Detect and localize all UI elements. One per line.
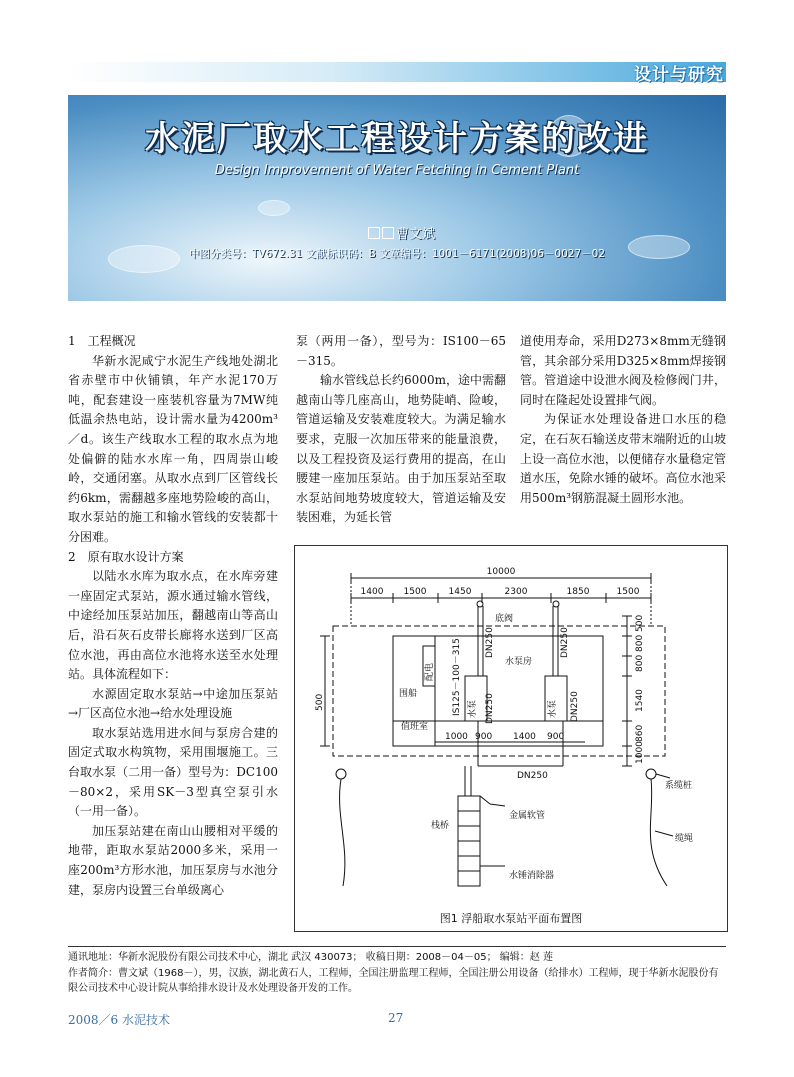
label-pump-b: 水泵 xyxy=(548,699,558,718)
label-dn250-c: DN250 xyxy=(485,693,495,724)
column-3 xyxy=(520,332,726,508)
label-dn250-a: DN250 xyxy=(485,627,495,658)
dim-right-2: 800 xyxy=(635,634,645,652)
dim-total: 10000 xyxy=(486,567,516,577)
dim-top-3: 1450 xyxy=(448,587,472,597)
section-tag: 设计与研究 xyxy=(634,65,724,85)
dim-left: 500 xyxy=(315,693,325,711)
article-title: 水泥厂取水工程设计方案的改进 xyxy=(145,119,649,159)
label-valve: 底阀 xyxy=(495,614,514,624)
paragraph: 取水泵站选用进水间与泵房合建的固定式取水构筑物，采用围堰施工。三台取水泵（二用一备）型号为：DC100－80×2，采用SK－3型真空泵引水（一用一备）。 xyxy=(68,725,278,819)
label-pump-room: 水泵房 xyxy=(505,657,533,667)
dim-right-1: 500 xyxy=(635,614,645,632)
section-heading-2: 2 原有取水设计方案 xyxy=(68,549,184,564)
label-dn250-b: DN250 xyxy=(560,627,570,658)
title-banner xyxy=(68,95,726,301)
paragraph: 为保证水处理设备进口水压的稳定，在石灰石输送皮带末端附近的山坡上设一高位水池，以便储存水量稳定管道水压，免除水锤的破坏。高位水池采用500m³钢筋混凝土圆形水池。 xyxy=(520,412,726,505)
box-icon xyxy=(368,227,380,239)
header-bar xyxy=(68,62,726,82)
journal-issue: 2008／6 水泥技术 xyxy=(68,1013,170,1027)
article-subtitle: Design Improvement of Water Fetching in Cement Plant xyxy=(214,163,580,178)
footnote-address: 通讯地址：华新水泥股份有限公司技术中心，湖北 武汉 430073； 收稿日期：2008－04－05； 编辑：赵 莲 xyxy=(68,952,553,963)
dim-top-1: 1400 xyxy=(360,587,384,597)
column-2 xyxy=(296,332,506,528)
label-mooring: 系缆桩 xyxy=(665,781,693,791)
section-heading-1: 1 工程概况 xyxy=(68,334,136,348)
paragraph: 泵（两用一备），型号为：IS100－65－315。 xyxy=(296,334,506,368)
label-dn250-bottom: DN250 xyxy=(517,771,548,781)
dim-bottom-3: 1400 xyxy=(513,732,536,742)
label-metal-hose: 金属软管 xyxy=(509,811,546,821)
column-1 xyxy=(68,332,278,900)
label-cable: 缆绳 xyxy=(675,834,694,844)
classification-line: 中图分类号：TV672.31 文献标识码：B 文章编号：1001－6171(2008)06－0027－02 xyxy=(188,248,605,260)
label-rail: 围船 xyxy=(399,689,418,699)
paragraph: 道使用寿命，采用D273×8mm无缝钢管，其余部分采用D325×8mm焊接钢管。管道途中设泄水阀及检修阀门井，同时在隆起处设置排气阀。 xyxy=(520,334,726,407)
dim-right-3: 800 xyxy=(635,654,645,672)
pump-station-plan xyxy=(295,546,727,906)
figure-caption: 图1 浮船取水泵站平面布置图 xyxy=(439,912,583,925)
dim-top-6: 1500 xyxy=(616,587,640,597)
dim-bottom-1: 1000 xyxy=(445,732,468,742)
label-pump-model: IS125－100－315 xyxy=(452,638,462,716)
page-number: 27 xyxy=(388,1011,404,1025)
dim-right-5: 860 xyxy=(635,724,645,742)
author-name: 曹文斌 xyxy=(396,227,436,242)
label-elec: 配电 xyxy=(425,662,435,681)
dim-top-2: 1500 xyxy=(403,587,427,597)
dim-bottom-4: 900 xyxy=(547,732,565,742)
box-icon xyxy=(382,227,394,239)
paragraph: 华新水泥咸宁水泥生产线地处湖北省赤壁市中伙铺镇，年产水泥170万吨，配套建设一座装机容量为7MW纯低温余热电站，设计需水量为4200m³／d。该生产线取水工程的取水点为地处偏僻的陆水水库一角，四周崇山峻岭，交通闭塞。从取水点到厂区管线长约6km，需翻越多座地势险峻的高山，取水泵站的施工和输水管线的安装都十分困难。 xyxy=(68,353,278,544)
water-drop xyxy=(258,200,290,216)
figure-1 xyxy=(294,545,728,932)
paragraph: 输水管线总长约6000m，途中需翻越南山等几座高山，地势陡峭、险峻，管道运输及安装难度较大。为满足输水要求，克服一次加压带来的能量浪费，以及工程投资及运行费用的提高，在山腰建一座加压泵站。由于加压泵站至取水泵站间地势坡度较大，管道运输及安装困难，为延长管 xyxy=(296,373,506,525)
dim-top-5: 1850 xyxy=(566,587,590,597)
label-duty-room: 值班室 xyxy=(401,722,429,732)
footnote xyxy=(68,950,728,997)
label-pump-a: 水泵 xyxy=(468,699,478,718)
process-flow: 水源固定取水泵站→中途加压泵站→厂区高位水池→给水处理设施 xyxy=(68,686,278,721)
label-hammer: 水锤消除器 xyxy=(509,871,555,881)
footnote-author-bio: 作者简介：曹文斌（1968－），男，汉族，湖北黄石人，工程师，全国注册监理工程师，全国注册公用设备（给排水）工程师，现于华新水泥股份有限公司技术中心设计院从事给排水设计及水处理设备开发的工作。 xyxy=(68,967,719,994)
author-line xyxy=(368,223,435,242)
dim-right-6: 1000 xyxy=(635,741,645,764)
dim-bottom-2: 900 xyxy=(475,732,493,742)
paragraph: 加压泵站建在南山山腰相对平缓的地带，距取水泵站2000多米，采用一座200m³方形水池，加压泵房与水池分建，泵房内设置三台单级离心 xyxy=(68,823,278,897)
footnote-divider xyxy=(68,946,726,947)
dim-right-4: 1540 xyxy=(635,689,645,712)
label-dn250-d: DN250 xyxy=(570,691,580,722)
dim-top-4: 2300 xyxy=(504,587,528,597)
paragraph: 以陆水水库为取水点，在水库旁建一座固定式泵站，源水通过输水管线，中途经加压泵站加压，翻越南山等高山后，沿石灰石皮带长廊将水送到厂区高位水池，再由高位水池将水送至水处理站。具体流程如下： xyxy=(68,569,278,682)
label-bridge: 栈桥 xyxy=(431,821,450,831)
